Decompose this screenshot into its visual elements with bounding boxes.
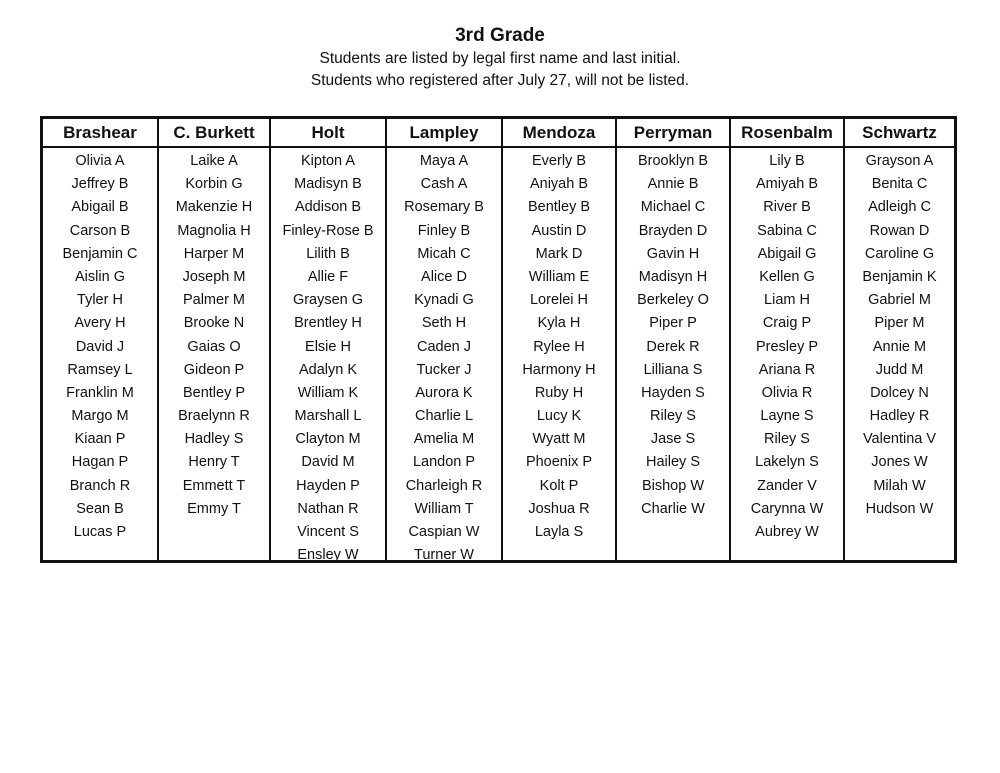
- student-name: Layla S: [534, 524, 584, 540]
- student-name: Micah C: [417, 245, 471, 262]
- student-name: Turner W: [414, 547, 474, 564]
- student-name: Jeffrey B: [71, 176, 129, 193]
- student-name: Caspian W: [408, 524, 480, 540]
- student-name: Rowan D: [869, 222, 930, 239]
- student-name: Alice D: [421, 268, 467, 285]
- student-name: Sabina C: [757, 222, 817, 239]
- student-name: Lakelyn S: [755, 454, 819, 471]
- teacher-name: C. Burkett: [159, 119, 269, 148]
- teacher-name: Rosenbalm: [731, 119, 843, 148]
- student-name: Mark D: [535, 245, 583, 262]
- student-name: Harmony H: [522, 361, 596, 378]
- student-name: Cash A: [420, 176, 468, 193]
- student-name: Harper M: [183, 245, 245, 262]
- student-name: Amiyah B: [755, 176, 819, 193]
- student-name: William T: [414, 500, 474, 517]
- page-title: 3rd Grade: [455, 25, 545, 46]
- student-name: Hudson W: [865, 500, 934, 517]
- student-name: Kellen G: [759, 268, 815, 285]
- student-name: Gavin H: [646, 245, 700, 262]
- student-name: Everly B: [532, 153, 586, 169]
- student-list: [43, 148, 157, 544]
- teacher-column: [503, 119, 617, 560]
- student-name: Ariana R: [758, 361, 816, 378]
- student-name: David J: [75, 338, 125, 355]
- student-name: Bentley P: [182, 384, 246, 401]
- student-name: Lily B: [769, 153, 805, 169]
- student-name: Gabriel M: [868, 292, 931, 309]
- subtitle-line-1: Students are listed by legal first name and last initial.: [319, 50, 681, 67]
- student-name: Brentley H: [294, 315, 362, 332]
- student-name: Landon P: [412, 454, 476, 471]
- student-name: Olivia A: [75, 153, 125, 169]
- student-name: Bishop W: [641, 477, 705, 494]
- student-name: Joseph M: [182, 268, 246, 285]
- student-name: Hayden S: [641, 384, 705, 401]
- student-name: Brooklyn B: [637, 153, 709, 169]
- student-name: Berkeley O: [637, 292, 709, 309]
- student-name: Carynna W: [750, 500, 824, 517]
- student-name: Gaias O: [187, 338, 241, 355]
- student-name: Derek R: [646, 338, 700, 355]
- student-name: Aniyah B: [529, 176, 589, 193]
- student-name: Craig P: [762, 315, 812, 332]
- student-name: Jones W: [871, 454, 928, 471]
- student-name: Kiaan P: [74, 431, 126, 448]
- student-name: Nathan R: [297, 500, 359, 517]
- student-name: Kipton A: [300, 153, 355, 169]
- student-name: Elsie H: [305, 338, 351, 355]
- student-name: Branch R: [69, 477, 131, 494]
- student-name: Milah W: [873, 477, 926, 494]
- student-name: David M: [301, 454, 355, 471]
- student-name: Braelynn R: [178, 408, 250, 425]
- student-name: Madisyn H: [638, 268, 708, 285]
- student-name: Benjamin C: [62, 245, 138, 262]
- student-name: Tyler H: [77, 292, 123, 309]
- student-name: Ensley W: [297, 547, 359, 564]
- student-list: [845, 148, 954, 521]
- student-name: Hadley S: [184, 431, 244, 448]
- student-name: Adleigh C: [868, 199, 931, 216]
- student-name: Annie B: [647, 176, 699, 193]
- student-name: Aislin G: [75, 268, 125, 285]
- student-list: [617, 148, 729, 521]
- student-name: Ramsey L: [67, 361, 133, 378]
- student-name: Rylee H: [533, 338, 585, 355]
- student-name: Joshua R: [528, 500, 590, 517]
- student-name: Avery H: [74, 315, 126, 332]
- student-list: [503, 148, 615, 544]
- student-name: Lucy K: [536, 408, 582, 425]
- student-name: Valentina V: [862, 431, 937, 448]
- student-list: [731, 148, 843, 544]
- teacher-name: Schwartz: [845, 119, 954, 148]
- teacher-column: [43, 119, 159, 560]
- student-name: Franklin M: [66, 384, 134, 401]
- student-name: Abigail B: [71, 199, 129, 216]
- student-name: Tucker J: [416, 361, 472, 378]
- student-name: Magnolia H: [177, 222, 251, 239]
- student-name: Clayton M: [295, 431, 361, 448]
- student-name: Kynadi G: [414, 292, 474, 309]
- student-name: Aubrey W: [755, 524, 819, 540]
- student-name: Presley P: [755, 338, 819, 355]
- student-name: Olivia R: [761, 384, 813, 401]
- student-name: Piper P: [649, 315, 697, 332]
- student-name: River B: [763, 199, 811, 216]
- teacher-name: Brashear: [43, 119, 157, 148]
- student-name: William K: [297, 384, 359, 401]
- student-name: Sean B: [76, 500, 124, 517]
- student-name: Phoenix P: [525, 454, 593, 471]
- student-name: Marshall L: [294, 408, 362, 425]
- student-name: Allie F: [307, 268, 349, 285]
- student-name: Abigail G: [757, 245, 817, 262]
- teacher-name: Perryman: [617, 119, 729, 148]
- teacher-column: [271, 119, 387, 564]
- student-name: Rosemary B: [404, 199, 484, 216]
- student-name: Carson B: [69, 222, 131, 239]
- student-name: Emmy T: [187, 500, 241, 517]
- student-name: Lilliana S: [643, 361, 703, 378]
- student-name: Piper M: [874, 315, 925, 332]
- student-name: Madisyn B: [294, 176, 362, 193]
- student-name: Hadley R: [869, 408, 930, 425]
- student-name: Liam H: [764, 292, 810, 309]
- student-list: [159, 148, 269, 521]
- student-name: Emmett T: [182, 477, 246, 494]
- student-name: Michael C: [640, 199, 706, 216]
- student-name: Addison B: [294, 199, 362, 216]
- student-name: Seth H: [421, 315, 467, 332]
- teacher-name: Lampley: [387, 119, 501, 148]
- student-name: Judd M: [875, 361, 924, 378]
- student-name: Charlie W: [641, 500, 705, 517]
- student-name: Jase S: [650, 431, 696, 448]
- student-name: Margo M: [71, 408, 129, 425]
- subtitle-line-2: Students who registered after July 27, will not be listed.: [310, 72, 690, 89]
- teacher-name: Mendoza: [503, 119, 615, 148]
- student-name: Charleigh R: [405, 477, 483, 494]
- student-name: Finley-Rose B: [282, 222, 374, 239]
- student-name: Charlie L: [414, 408, 474, 425]
- teacher-column: [845, 119, 954, 560]
- teacher-column: [159, 119, 271, 560]
- student-name: Grayson A: [865, 153, 934, 169]
- student-name: Laike A: [190, 153, 238, 169]
- student-name: Lucas P: [73, 524, 127, 540]
- student-name: Maya A: [419, 153, 469, 169]
- student-name: Henry T: [188, 454, 240, 471]
- student-name: Layne S: [760, 408, 814, 425]
- student-name: Hagan P: [71, 454, 129, 471]
- student-name: Wyatt M: [532, 431, 586, 448]
- student-name: Hayden P: [296, 477, 360, 494]
- teacher-column: [617, 119, 731, 560]
- student-name: Kolt P: [539, 477, 579, 494]
- student-name: Gideon P: [183, 361, 245, 378]
- student-name: Bentley B: [527, 199, 591, 216]
- student-name: Palmer M: [182, 292, 246, 309]
- student-name: Kyla H: [537, 315, 581, 332]
- student-name: Riley S: [764, 431, 810, 448]
- student-name: Benjamin K: [862, 268, 937, 285]
- teacher-column: [387, 119, 503, 564]
- student-name: Vincent S: [297, 524, 359, 540]
- student-list: [271, 148, 385, 567]
- student-name: Makenzie H: [175, 199, 253, 216]
- student-list: [387, 148, 501, 567]
- student-name: Caden J: [416, 338, 471, 355]
- student-name: Finley B: [417, 222, 471, 239]
- student-name: Ruby H: [534, 384, 584, 401]
- student-name: Lorelei H: [529, 292, 589, 309]
- student-name: Adalyn K: [298, 361, 358, 378]
- student-name: Benita C: [871, 176, 928, 193]
- student-name: Austin D: [531, 222, 587, 239]
- student-name: Korbin G: [185, 176, 243, 193]
- student-name: Lilith B: [306, 245, 350, 262]
- student-name: William E: [528, 268, 590, 285]
- student-name: Brooke N: [183, 315, 245, 332]
- student-name: Annie M: [872, 338, 927, 355]
- student-name: Dolcey N: [870, 384, 929, 401]
- student-name: Hailey S: [646, 454, 700, 471]
- student-name: Riley S: [650, 408, 696, 425]
- student-name: Brayden D: [638, 222, 708, 239]
- student-name: Amelia M: [413, 431, 475, 448]
- teacher-name: Holt: [271, 119, 385, 148]
- class-roster-table: [40, 116, 957, 563]
- student-name: Aurora K: [415, 384, 473, 401]
- student-name: Graysen G: [292, 292, 364, 309]
- teacher-column: [731, 119, 845, 560]
- student-name: Caroline G: [864, 245, 935, 262]
- student-name: Zander V: [757, 477, 817, 494]
